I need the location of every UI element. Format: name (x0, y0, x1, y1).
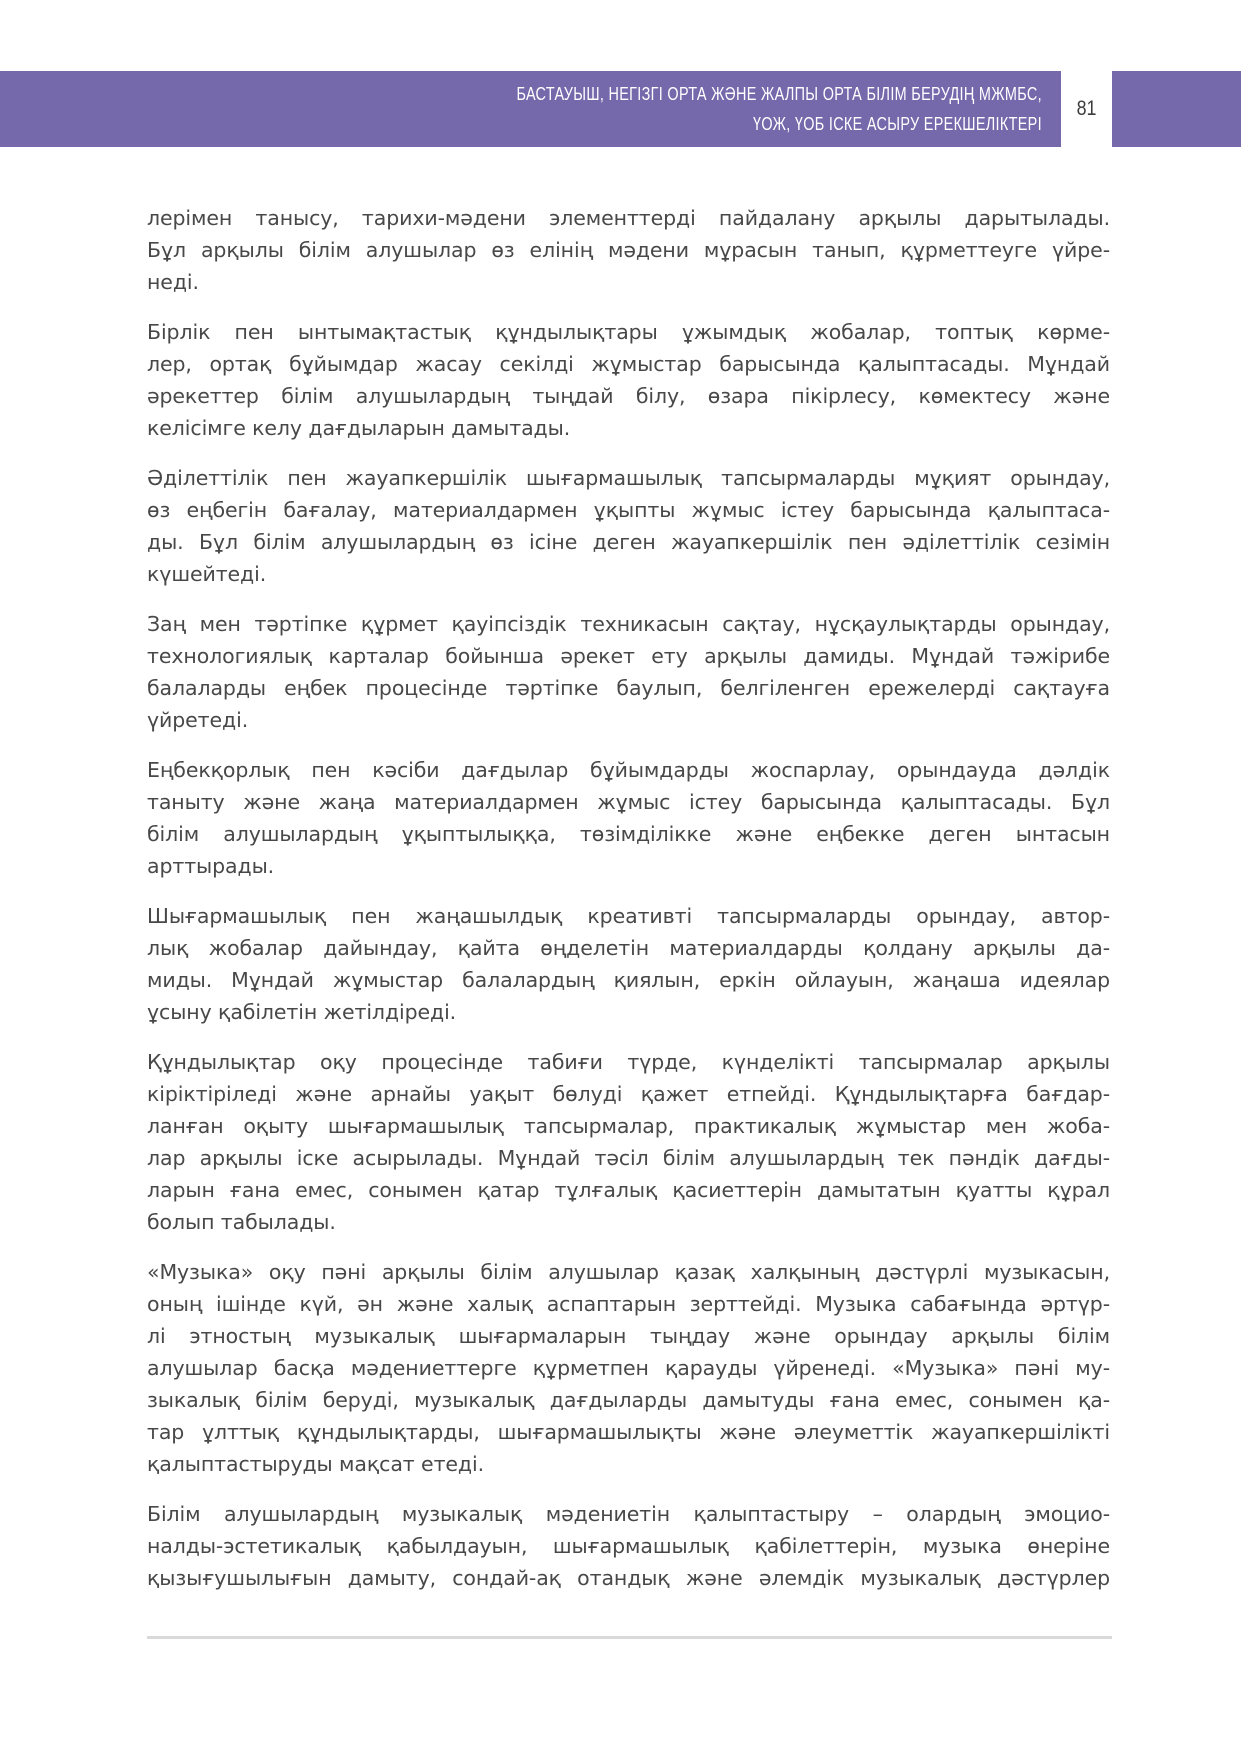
paragraph (147, 316, 1110, 444)
text-line: өз еңбегін бағалау, материалдармен ұқыпты жұмыс істеу барысында қалыптаса- (147, 498, 1110, 522)
text-line: Құндылықтар оқу процесінде табиғи түрде, күнделікті тапсырмалар арқылы (147, 1050, 1110, 1074)
header-band (0, 71, 1061, 147)
paragraph (147, 608, 1110, 736)
text-line: Еңбекқорлық пен кәсіби дағдылар бұйымдарды жоспарлау, орындауда дәлдік (147, 758, 1110, 782)
text-line: күшейтеді. (147, 562, 267, 586)
text-line: арттырады. (147, 854, 275, 878)
paragraph (147, 1498, 1110, 1594)
text-line: үйретеді. (147, 708, 249, 732)
running-header-line2: ҮОЖ, ҮОБ ІСКЕ АСЫРУ ЕРЕКШЕЛІКТЕРІ (753, 113, 1043, 134)
text-line: Шығармашылық пен жаңашылдық креативті тапсырмаларды орындау, автор- (147, 904, 1110, 928)
text-line: таныту және жаңа материалдармен жұмыс істеу барысында қалыптасады. Бұл (147, 790, 1110, 814)
paragraph (147, 462, 1110, 590)
text-line: ды. Бұл білім алушылардың өз ісіне деген жауапкершілік пен әділеттілік сезімін (147, 530, 1110, 554)
text-line: зыкалық білім беруді, музыкалық дағдыларды дамытуды ғана емес, сонымен қа- (147, 1388, 1110, 1412)
text-line: кіріктіріледі және арнайы уақыт бөлуді қажет етпейді. Құндылықтарға бағдар- (147, 1082, 1110, 1106)
text-line: ланған оқыту шығармашылық тапсырмалар, практикалық жұмыстар мен жоба- (147, 1114, 1110, 1138)
paragraph (147, 1256, 1110, 1480)
body-text (147, 202, 1110, 1612)
text-line: лық жобалар дайындау, қайта өңделетін материалдарды қолдану арқылы да- (147, 936, 1110, 960)
text-line: Білім алушылардың музыкалық мәдениетін қалыптастыру – олардың эмоцио- (147, 1502, 1110, 1526)
text-line: неді. (147, 270, 199, 294)
running-header-title (517, 79, 1061, 139)
text-line: миды. Мұндай жұмыстар балалардың қиялын, еркін ойлауын, жаңаша идеялар (147, 968, 1110, 992)
paragraph (147, 754, 1110, 882)
page-number: 81 (1076, 97, 1097, 120)
paragraph (147, 1046, 1110, 1238)
text-line: келісімге келу дағдыларын дамытады. (147, 416, 571, 440)
text-line: лар арқылы іске асырылады. Мұндай тәсіл білім алушылардың тек пәндік дағды- (147, 1146, 1110, 1170)
text-line: қызығушылығын дамыту, сондай-ақ отандық және әлемдік музыкалық дәстүрлер (147, 1566, 1110, 1590)
text-line: әрекеттер білім алушылардың тыңдай білу, өзара пікірлесу, көмектесу және (147, 384, 1110, 408)
text-line: оның ішінде күй, ән және халық аспаптарын зерттейді. Музыка сабағында әртүр- (147, 1292, 1110, 1316)
text-line: Заң мен тәртіпке құрмет қауіпсіздік техникасын сақтау, нұсқаулықтарды орындау, (147, 612, 1110, 636)
text-line: Бұл арқылы білім алушылар өз елінің мәдени мұрасын танып, құрметтеуге үйре- (147, 238, 1110, 262)
running-header-line1: БАСТАУЫШ, НЕГІЗГІ ОРТА ЖӘНЕ ЖАЛПЫ ОРТА БІЛІМ БЕРУДІҢ МЖМБС, (516, 83, 1043, 104)
text-line: алушылар басқа мәдениеттерге құрметпен қарауды үйренеді. «Музыка» пәні му- (147, 1356, 1110, 1380)
text-line: налды-эстетикалық қабылдауын, шығармашылық қабілеттерін, музыка өнеріне (147, 1534, 1110, 1558)
text-line: технологиялық карталар бойынша әрекет ету арқылы дамиды. Мұндай тәжірибе (147, 644, 1110, 668)
text-line: «Музыка» оқу пәні арқылы білім алушылар қазақ халқының дәстүрлі музыкасын, (147, 1260, 1110, 1284)
header-band-right-block (1112, 71, 1241, 147)
text-line: лі этностың музыкалық шығармаларын тыңдау және орындау арқылы білім (147, 1324, 1110, 1348)
text-line: Бірлік пен ынтымақтастық құндылықтары ұжымдық жобалар, топтық көрме- (147, 320, 1110, 344)
text-line: тар ұлттық құндылықтарды, шығармашылықты және әлеуметтік жауапкершілікті (147, 1420, 1110, 1444)
text-line: білім алушылардың ұқыптылыққа, төзімділікке және еңбекке деген ынтасын (147, 822, 1110, 846)
paragraph (147, 202, 1110, 298)
text-line: ларын ғана емес, сонымен қатар тұлғалық қасиеттерін дамытатын қуатты құрал (147, 1178, 1110, 1202)
paragraph (147, 900, 1110, 1028)
text-line: болып табылады. (147, 1210, 336, 1234)
text-line: қалыптастыруды мақсат етеді. (147, 1452, 485, 1476)
footer-divider (147, 1636, 1112, 1639)
text-line: Әділеттілік пен жауапкершілік шығармашылық тапсырмаларды мұқият орындау, (147, 466, 1110, 490)
text-line: лер, ортақ бұйымдар жасау секілді жұмыстар барысында қалыптасады. Мұндай (147, 352, 1110, 376)
text-line: балаларды еңбек процесінде тәртіпке баулып, белгіленген ережелерді сақтауға (147, 676, 1110, 700)
text-line: ұсыну қабілетін жетілдіреді. (147, 1000, 457, 1024)
text-line: лерімен танысу, тарихи-мәдени элементтерді пайдалану арқылы дарытылады. (147, 206, 1110, 230)
